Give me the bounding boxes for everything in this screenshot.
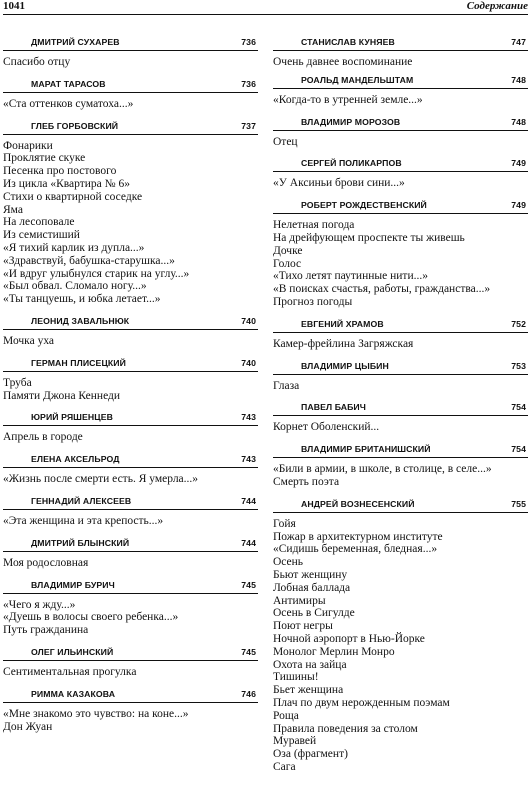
poem-list xyxy=(3,599,258,637)
author-name: ЮРИЙ РЯШЕНЦЕВ xyxy=(31,412,113,423)
poem-title: Роща xyxy=(273,709,299,722)
author-heading xyxy=(3,411,258,426)
poem-title: «Ста оттенков суматоха...» xyxy=(3,97,134,110)
author-page-number: 749 xyxy=(511,158,526,169)
author-heading xyxy=(3,579,258,594)
poem-title: Лобная баллада xyxy=(273,581,351,594)
author-heading xyxy=(3,495,258,510)
author-name: ГЛЕБ ГОРБОВСКИЙ xyxy=(31,120,119,131)
author-heading xyxy=(273,74,528,89)
toc-section xyxy=(3,357,258,403)
poem-list xyxy=(3,56,258,69)
poem-title: Дон Жуан xyxy=(3,720,53,733)
author-name: СЕРГЕЙ ПОЛИКАРПОВ xyxy=(301,158,402,169)
author-page-number: 755 xyxy=(511,498,526,509)
poem-title: Глаза xyxy=(273,379,300,392)
poem-list xyxy=(3,473,258,486)
poem-title: Правила поведения за столом xyxy=(273,722,418,735)
poem-list xyxy=(3,140,258,306)
poem-title: На лесоповале xyxy=(3,216,75,229)
author-page-number: 744 xyxy=(241,495,256,506)
author-name: ВЛАДИМИР БРИТАНИШСКИЙ xyxy=(301,444,431,455)
poem-title: «Дуешь в волосы своего ребенка...» xyxy=(3,611,179,624)
poem-list xyxy=(273,518,528,774)
poem-title: «Я тихий карлик из дупла...» xyxy=(3,241,145,254)
poem-list xyxy=(3,431,258,444)
author-name: ГЕРМАН ПЛИСЕЦКИЙ xyxy=(31,357,126,368)
author-name: РОБЕРТ РОЖДЕСТВЕНСКИЙ xyxy=(301,200,427,211)
author-page-number: 753 xyxy=(511,360,526,371)
poem-list xyxy=(273,219,528,309)
poem-list xyxy=(273,136,528,149)
poem-title: Бьют женщину xyxy=(273,568,348,581)
toc-section xyxy=(3,315,258,348)
author-name: ОЛЕГ ИЛЬИНСКИЙ xyxy=(31,646,114,657)
poem-list xyxy=(273,94,528,107)
author-heading xyxy=(3,36,258,51)
poem-title: Осень xyxy=(273,556,304,569)
author-name: ЕЛЕНА АКСЕЛЬРОД xyxy=(31,454,120,465)
poem-title: Отец xyxy=(273,135,298,148)
poem-title: Проклятие скуке xyxy=(3,152,86,165)
toc-section xyxy=(273,360,528,393)
author-heading xyxy=(273,401,528,416)
poem-title: Стихи о квартирной соседке xyxy=(3,190,143,203)
poem-title: Оза (фрагмент) xyxy=(273,748,348,761)
author-heading xyxy=(273,443,528,458)
author-page-number: 748 xyxy=(511,116,526,127)
author-name: ДМИТРИЙ СУХАРЕВ xyxy=(31,37,120,47)
poem-title: «Жизнь после смерти есть. Я умерла...» xyxy=(3,473,199,486)
toc-section xyxy=(3,78,258,111)
running-header xyxy=(3,0,528,15)
poem-title: «И вдруг улыбнулся старик на углу...» xyxy=(3,267,190,280)
toc-section xyxy=(273,199,528,309)
poem-title: Голос xyxy=(273,257,302,270)
poem-title: Из семистиший xyxy=(3,229,80,242)
toc-section xyxy=(273,74,528,107)
poem-list xyxy=(273,380,528,393)
poem-list xyxy=(3,557,258,570)
poem-title: Охота на зайца xyxy=(273,658,347,671)
poem-title: Плач по двум нерожденным поэмам xyxy=(273,696,450,709)
author-heading xyxy=(3,120,258,135)
poem-title: Смерть поэта xyxy=(273,475,340,488)
poem-title: Из цикла «Квартира № 6» xyxy=(3,177,130,190)
poem-title: Путь гражданина xyxy=(3,624,89,637)
poem-title: Нелетная погода xyxy=(273,219,355,232)
toc-section xyxy=(273,36,528,69)
author-name: СТАНИСЛАВ КУНЯЕВ xyxy=(301,37,395,47)
poem-list xyxy=(3,335,258,348)
poem-title: На дрейфующем проспекте ты живешь xyxy=(273,231,465,244)
author-heading xyxy=(273,36,528,51)
toc-section xyxy=(273,443,528,489)
poem-title: Фонарики xyxy=(3,139,53,152)
poem-title: «В поисках счастья, работы, гражданства...» xyxy=(273,283,491,296)
author-heading xyxy=(3,646,258,661)
author-page-number: 743 xyxy=(241,454,256,465)
author-page-number: 747 xyxy=(511,37,526,47)
poem-list xyxy=(3,98,258,111)
author-name: ГЕННАДИЙ АЛЕКСЕЕВ xyxy=(31,495,132,506)
author-page-number: 743 xyxy=(241,412,256,423)
toc-section xyxy=(273,498,528,774)
author-page-number: 736 xyxy=(241,78,256,89)
poem-title: Ночной аэропорт в Нью-Йорке xyxy=(273,632,425,645)
toc-section xyxy=(273,157,528,190)
poem-title: «Эта женщина и эта крепость...» xyxy=(3,514,164,527)
poem-title: Пожар в архитектурном институте xyxy=(273,530,443,543)
author-page-number: 754 xyxy=(511,444,526,455)
poem-title: Дочке xyxy=(273,244,303,257)
poem-title: «Били в армии, в школе, в столице, в селе...» xyxy=(273,463,492,476)
poem-title: Яма xyxy=(3,203,23,216)
poem-title: Песенка про постового xyxy=(3,165,117,178)
author-name: МАРАТ ТАРАСОВ xyxy=(31,78,106,89)
author-name: ВЛАДИМИР ЦЫБИН xyxy=(301,360,389,371)
author-heading xyxy=(3,315,258,330)
toc-section xyxy=(273,318,528,351)
toc-section xyxy=(3,120,258,306)
author-heading xyxy=(3,357,258,372)
toc-section xyxy=(3,579,258,637)
author-page-number: 745 xyxy=(241,646,256,657)
poem-title: «Мне знакомо это чувство: на коне...» xyxy=(3,707,189,720)
poem-title: Тишины! xyxy=(273,671,319,684)
poem-list xyxy=(273,463,528,489)
author-name: АНДРЕЙ ВОЗНЕСЕНСКИЙ xyxy=(301,498,415,509)
poem-title: «Сидишь беременная, бледная...» xyxy=(273,543,438,556)
poem-title: Спасибо отцу xyxy=(3,56,71,68)
poem-title: «Тихо летят паутинные нити...» xyxy=(273,270,428,283)
author-page-number: 745 xyxy=(241,579,256,590)
author-heading xyxy=(273,199,528,214)
toc-section xyxy=(3,688,258,734)
poem-title: «Чего я жду...» xyxy=(3,598,76,611)
poem-title: Мочка уха xyxy=(3,334,55,347)
poem-list xyxy=(273,421,528,434)
author-name: РОАЛЬД МАНДЕЛЬШТАМ xyxy=(301,74,414,85)
poem-list xyxy=(273,177,528,190)
poem-title: Камер-фрейлина Загряжская xyxy=(273,337,414,350)
author-page-number: 740 xyxy=(241,357,256,368)
poem-title: Сага xyxy=(273,760,296,773)
poem-list xyxy=(273,338,528,351)
poem-title: Сентиментальная прогулка xyxy=(3,665,137,678)
author-heading xyxy=(273,157,528,172)
author-name: ПАВЕЛ БАБИЧ xyxy=(301,402,366,413)
author-heading xyxy=(273,318,528,333)
poem-list xyxy=(3,515,258,528)
author-page-number: 744 xyxy=(241,537,256,548)
author-name: ВЛАДИМИР БУРИЧ xyxy=(31,579,115,590)
left-column xyxy=(3,27,258,733)
author-name: ВЛАДИМИР МОРОЗОВ xyxy=(301,116,401,127)
author-page-number: 748 xyxy=(511,74,526,85)
poem-title: «У Аксиньи брови сини...» xyxy=(273,177,405,190)
poem-list xyxy=(3,377,258,403)
poem-list xyxy=(3,708,258,734)
poem-list xyxy=(3,666,258,679)
author-heading xyxy=(3,537,258,552)
author-heading xyxy=(273,498,528,513)
author-heading xyxy=(3,688,258,703)
toc-section xyxy=(3,537,258,570)
author-page-number: 752 xyxy=(511,318,526,329)
author-page-number: 736 xyxy=(241,37,256,47)
author-page-number: 746 xyxy=(241,688,256,699)
poem-title: Прогноз погоды xyxy=(273,295,353,308)
poem-list xyxy=(273,56,528,69)
author-heading xyxy=(273,116,528,131)
author-name: ДМИТРИЙ БЛЫНСКИЙ xyxy=(31,537,130,548)
toc-section xyxy=(3,495,258,528)
poem-title: «Когда-то в утренней земле...» xyxy=(273,93,423,106)
author-heading xyxy=(3,78,258,93)
author-page-number: 749 xyxy=(511,200,526,211)
poem-title: Бьет женщина xyxy=(273,684,344,697)
poem-title: Памяти Джона Кеннеди xyxy=(3,389,121,402)
poem-title: Корнет Оболенский... xyxy=(273,421,380,434)
poem-title: Гойя xyxy=(273,517,296,530)
poem-title: Труба xyxy=(3,376,32,389)
toc-section xyxy=(273,116,528,149)
running-title: Содержание xyxy=(466,0,528,12)
poem-title: «Был обвал. Сломало ногу...» xyxy=(3,280,147,293)
poem-title: Муравей xyxy=(273,735,317,748)
toc-section xyxy=(3,646,258,679)
page-number: 1041 xyxy=(3,0,25,12)
poem-title: Осень в Сигулде xyxy=(273,607,355,620)
poem-title: Монолог Мерлин Монро xyxy=(273,645,395,658)
toc-section xyxy=(3,36,258,69)
author-heading xyxy=(273,360,528,375)
toc-section xyxy=(3,453,258,486)
author-name: ЕВГЕНИЙ ХРАМОВ xyxy=(301,318,384,329)
right-column xyxy=(273,27,528,774)
toc-section xyxy=(3,411,258,444)
poem-title: Поют негры xyxy=(273,620,333,633)
poem-title: Апрель в городе xyxy=(3,431,83,444)
author-name: ЛЕОНИД ЗАВАЛЬНЮК xyxy=(31,315,130,326)
poem-title: Очень давнее воспоминание xyxy=(273,56,413,68)
author-page-number: 737 xyxy=(241,120,256,131)
author-page-number: 740 xyxy=(241,315,256,326)
author-page-number: 754 xyxy=(511,402,526,413)
author-name: РИММА КАЗАКОВА xyxy=(31,688,116,699)
author-heading xyxy=(3,453,258,468)
poem-title: «Здравствуй, бабушка-старушка...» xyxy=(3,254,175,267)
poem-title: Антимиры xyxy=(273,594,326,607)
poem-title: Моя родословная xyxy=(3,556,89,569)
poem-title: «Ты танцуешь, и юбка летает...» xyxy=(3,293,161,306)
toc-section xyxy=(273,401,528,434)
